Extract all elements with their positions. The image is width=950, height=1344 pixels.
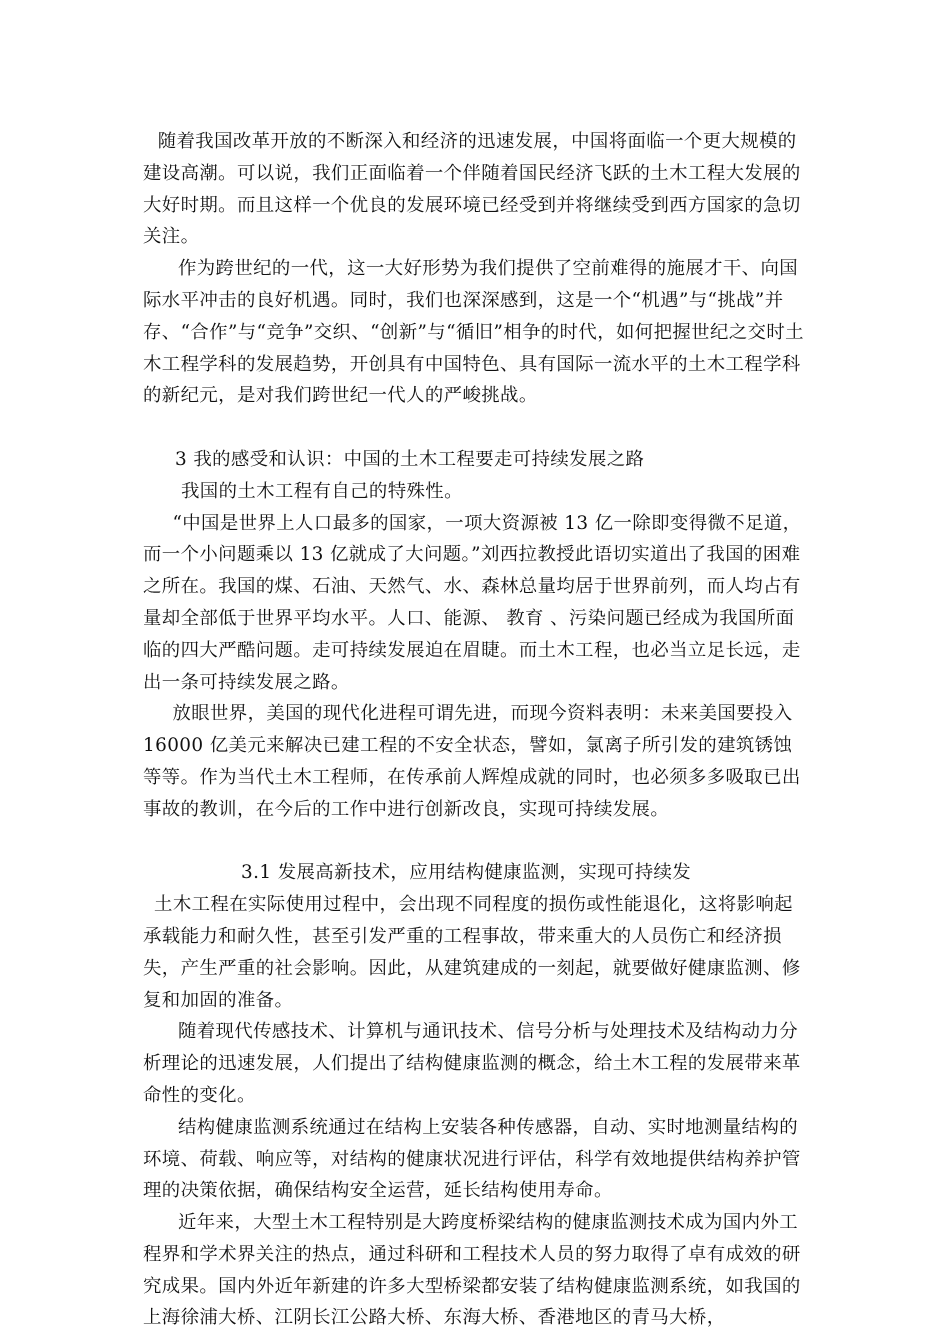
section-heading-3: 3 我的感受和认识：中国的土木工程要走可持续发展之路	[175, 448, 645, 470]
section-heading-3-1: 3.1 发展高新技术，应用结构健康监测，实现可持续发	[241, 862, 692, 884]
paragraph-bridges: 近年来，大型土木工程特别是大跨度桥梁结构的健康监测技术成为国内外工程界和学术界关注的热点，通过科研和工程技术人员的努力取得了卓有成效的研究成果。国内外近年新建的许多大型桥梁都安装了结构健康监测系统，如我国的上海徐浦大桥、江阴长江公路大桥、东海大桥、香港地区的青马大桥，	[143, 1212, 801, 1329]
spacer	[143, 826, 808, 858]
paragraph-population: “中国是世界上人口最多的国家，一项大资源被 13 亿一除即变得微不足道，而一个小问题乘以 13 亿就成了大问题。”刘西拉教授此语切实道出了我国的困难之所在。我国的煤、石油、天然气、水、森林总量均居于世界前列，而人均占有量却全部低于世界平均水平。人口、能源、 教育 、污染问题已经成为我国所面临的四大严酷问题。走可持续发展迫在眉睫。而土木工程，也必当立足长远，走出一条可持续发展之路。	[143, 512, 802, 693]
paragraph-damage: 土木工程在实际使用过程中，会出现不同程度的损伤或性能退化，这将影响起承载能力和耐久性，甚至引发严重的工程事故，带来重大的人员伤亡和经济损失，产生严重的社会影响。因此，从建筑建成的一刻起，就要做好健康监测、修复和加固的准备。	[143, 894, 801, 1011]
spacer	[143, 412, 808, 444]
paragraph-cross-century: 作为跨世纪的一代，这一大好形势为我们提供了空前难得的施展才干、向国际水平冲击的良好机遇。同时，我们也深深感到，这是一个“机遇”与“挑战”并存、“合作”与“竞争”交织、“创新”与“循旧”相争的时代，如何把握世纪之交时土木工程学科的发展趋势，开创具有中国特色、具有国际一流水平的土木工程学科的新纪元，是对我们跨世纪一代人的严峻挑战。	[143, 258, 804, 407]
paragraph-monitoring-system: 结构健康监测系统通过在结构上安装各种传感器，自动、实时地测量结构的环境、荷载、响应等，对结构的健康状况进行评估，科学有效地提供结构养护管理的决策依据，确保结构安全运营，延长结构使用寿命。	[143, 1116, 801, 1202]
document-body	[143, 126, 808, 1334]
paragraph-intro: 随着我国改革开放的不断深入和经济的迅速发展，中国将面临一个更大规模的建设高潮。可以说，我们正面临着一个伴随着国民经济飞跃的土木工程大发展的大好时期。而且这样一个优良的发展环境已经受到并将继续受到西方国家的急切关注。	[143, 131, 801, 248]
paragraph-usa: 放眼世界，美国的现代化进程可谓先进，而现今资料表明：未来美国要投入 16000 亿美元来解决已建工程的不安全状态，譬如，氯离子所引发的建筑锈蚀等等。作为当代土木工程师，在传承前人辉煌成就的同时，也必须多多吸取已出事故的教训，在今后的工作中进行创新改良，实现可持续发展。	[143, 703, 801, 820]
paragraph-sensing-tech: 随着现代传感技术、计算机与通讯技术、信号分析与处理技术及结构动力分析理论的迅速发展，人们提出了结构健康监测的概念，给土木工程的发展带来革命性的变化。	[143, 1021, 801, 1106]
paragraph-particularity: 我国的土木工程有自己的特殊性。	[181, 480, 463, 502]
